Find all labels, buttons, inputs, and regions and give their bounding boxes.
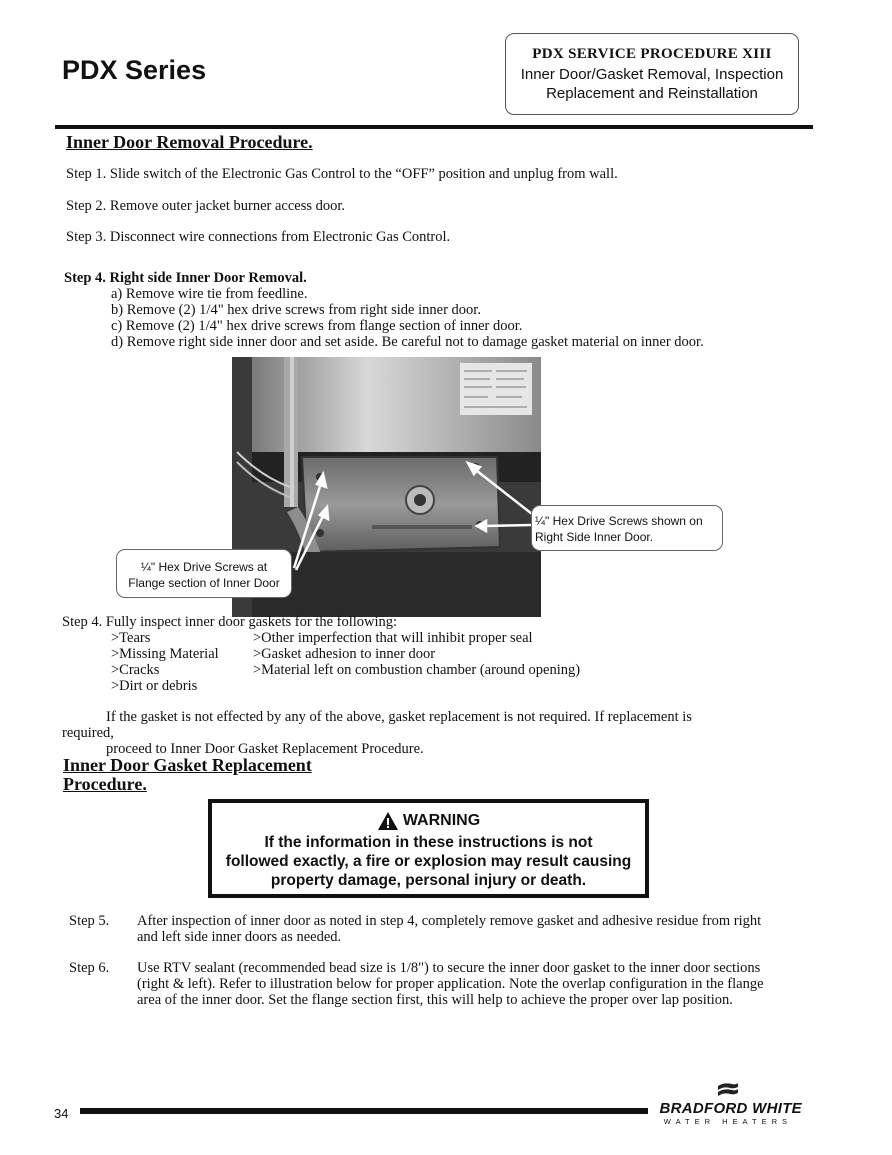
step-4-item-a: a) Remove wire tie from feedline. [111, 286, 308, 302]
step-3-text: Step 3. Disconnect wire connections from Electronic Gas Control. [66, 229, 451, 245]
warning-triangle-icon [377, 811, 399, 831]
inspection-item-missing: >Missing Material [111, 646, 219, 662]
callout-left-line1: ¼" Hex Drive Screws at [140, 560, 268, 574]
step-4-item-c: c) Remove (2) 1/4" hex drive screws from flange section of inner door. [111, 318, 523, 334]
warning-title-row [212, 811, 645, 831]
section-heading-gasket-line2: Procedure. [63, 774, 147, 794]
step-4-title: Step 4. Right side Inner Door Removal. [64, 270, 307, 286]
step-4-item-d: d) Remove right side inner door and set aside. Be careful not to damage gasket material on inner door. [111, 334, 704, 350]
inspection-note-line2: required, [62, 725, 114, 741]
inspection-intro: Step 4. Fully inspect inner door gaskets for the following: [62, 614, 398, 630]
step-5-line1: After inspection of inner door as noted in step 4, completely remove gasket and adhesive residue from right [137, 913, 762, 929]
logo-brand-subtitle: WATER HEATERS [663, 1117, 792, 1126]
series-title: PDX Series [62, 55, 207, 85]
callout-flange-screws [116, 549, 292, 598]
step-5-number: Step 5. [69, 913, 110, 929]
section-heading-removal: Inner Door Removal Procedure. [66, 132, 313, 152]
warning-box [208, 799, 649, 898]
inspection-item-adhesion: >Gasket adhesion to inner door [253, 646, 436, 662]
bradford-white-logo [652, 1080, 812, 1126]
warning-line3: property damage, personal injury or death. [270, 872, 587, 889]
step-4-item-b: b) Remove (2) 1/4" hex drive screws from right side inner door. [111, 302, 481, 318]
inspection-note-line1: If the gasket is not effected by any of the above, gasket replacement is not required. If replacement is [106, 709, 692, 725]
step-2-text: Step 2. Remove outer jacket burner access door. [66, 198, 346, 214]
callout-left-line2: Flange section of Inner Door [128, 576, 280, 590]
warning-line2: followed exactly, a fire or explosion may result causing [225, 853, 632, 870]
callout-right-side-screws [531, 505, 723, 551]
procedure-number: PDX SERVICE PROCEDURE XIII [532, 46, 772, 62]
step-1-text: Step 1. Slide switch of the Electronic Gas Control to the “OFF” position and unplug from wall. [66, 166, 618, 182]
warning-text [212, 833, 645, 890]
inspection-item-dirt: >Dirt or debris [111, 678, 198, 694]
inspection-note-line3: proceed to Inner Door Gasket Replacement Procedure. [106, 741, 424, 757]
logo-brand-name: BRADFORD WHITE [659, 1100, 802, 1117]
inspection-item-material-left: >Material left on combustion chamber (around opening) [253, 662, 581, 678]
logo-flame-icon [716, 1080, 740, 1100]
procedure-subtitle-line1: Inner Door/Gasket Removal, Inspection [520, 66, 784, 83]
inspection-item-imperfection: >Other imperfection that will inhibit proper seal [253, 630, 533, 646]
procedure-subtitle-line2: Replacement and Reinstallation [546, 85, 758, 102]
section-heading-gasket-line1: Inner Door Gasket Replacement [63, 755, 312, 775]
section-heading-gasket-replacement [63, 756, 312, 794]
step-6-line2: (right & left). Refer to illustration below for proper application. Note the overlap configuration in the flange [137, 976, 764, 992]
inspection-item-tears: >Tears [111, 630, 151, 646]
step-6-line1: Use RTV sealant (recommended bead size is 1/8") to secure the inner door gasket to the inner door sections [137, 960, 761, 976]
step-5-line2: and left side inner doors as needed. [137, 929, 342, 945]
warning-title: WARNING [402, 812, 481, 829]
callout-right-line1: ¼" Hex Drive Screws shown on [535, 514, 703, 528]
callout-right-line2: Right Side Inner Door. [535, 530, 654, 544]
page-number: 34 [54, 1106, 69, 1121]
warning-line1: If the information in these instructions is not [264, 834, 593, 851]
step-6-number: Step 6. [69, 960, 110, 976]
footer-rule [80, 1108, 648, 1114]
step-6-line3: area of the inner door. Set the flange section first, this will help to achieve the proper over lap position. [137, 992, 733, 1008]
inspection-item-cracks: >Cracks [111, 662, 160, 678]
